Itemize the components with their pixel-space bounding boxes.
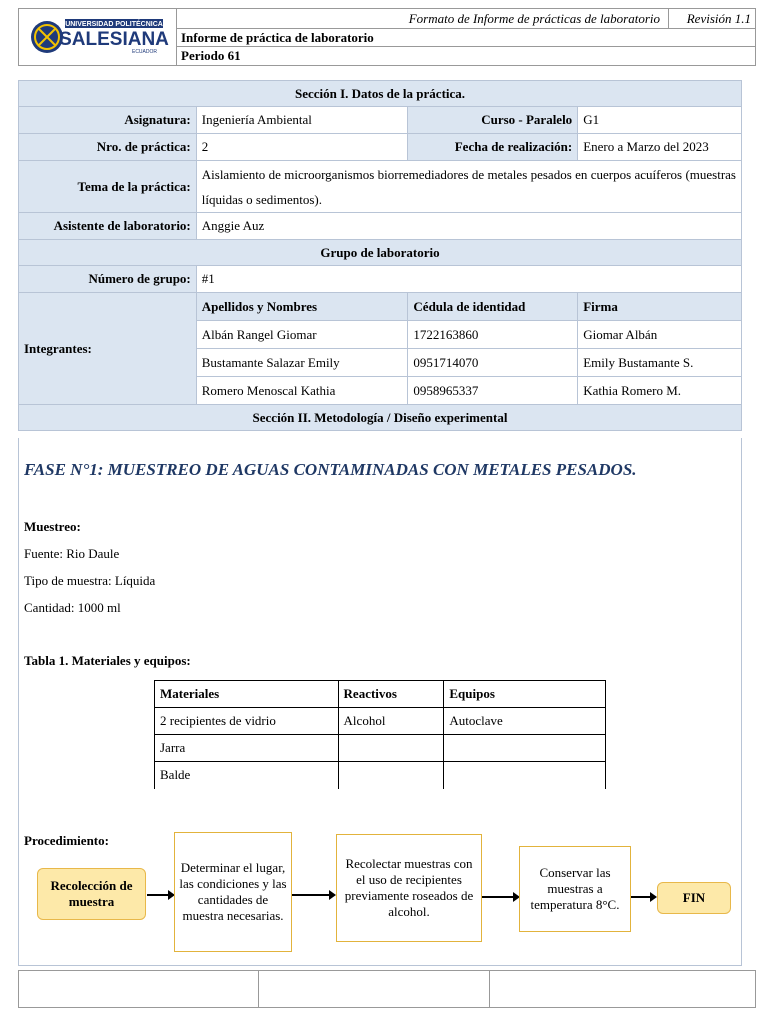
fase-heading: FASE N°1: MUESTREO DE AGUAS CONTAMINADAS CON METALES PESADOS. bbox=[24, 460, 637, 479]
member-name: Albán Rangel Giomar bbox=[196, 321, 408, 349]
footer-cell bbox=[259, 971, 490, 1007]
table-cell: 2 recipientes de vidrio bbox=[155, 708, 339, 735]
curso-value: G1 bbox=[578, 107, 742, 134]
muestreo-label: Muestreo: bbox=[24, 519, 81, 534]
revision: Revisión 1.1 bbox=[686, 11, 751, 26]
tema-value: Aislamiento de microorganismos biorremediadores de metales pesados en cuerpos acuíferos (muestras líquidas o sedimentos). bbox=[196, 161, 741, 213]
nro-label: Nro. de práctica: bbox=[19, 134, 197, 161]
table-row bbox=[155, 735, 606, 762]
fecha-label: Fecha de realización: bbox=[408, 134, 578, 161]
asistente-label: Asistente de laboratorio: bbox=[19, 213, 197, 240]
procedimiento-label: Procedimiento: bbox=[24, 833, 109, 848]
period: Periodo 61 bbox=[181, 48, 241, 63]
member-signature: Kathia Romero M. bbox=[578, 377, 742, 405]
table-cell: Alcohol bbox=[338, 708, 444, 735]
integrantes-label: Integrantes: bbox=[19, 293, 197, 405]
tabla-title: Tabla 1. Materiales y equipos: bbox=[24, 653, 191, 668]
tema-label: Tema de la práctica: bbox=[19, 161, 197, 213]
cantidad-text: Cantidad: 1000 ml bbox=[24, 600, 121, 615]
table-cell bbox=[444, 735, 606, 762]
materials-table bbox=[154, 680, 606, 789]
flow-arrow bbox=[482, 896, 514, 898]
asignatura-value: Ingeniería Ambiental bbox=[196, 107, 408, 134]
member-signature: Emily Bustamante S. bbox=[578, 349, 742, 377]
group-title: Grupo de laboratorio bbox=[19, 240, 742, 266]
table-row bbox=[155, 762, 606, 789]
logo-sub-text: ECUADOR bbox=[131, 49, 157, 55]
numero-grupo-label: Número de grupo: bbox=[19, 266, 197, 293]
nro-value: 2 bbox=[196, 134, 408, 161]
col-firma: Firma bbox=[578, 293, 742, 321]
flow-step-start: Recolección de muestra bbox=[37, 868, 146, 920]
university-logo bbox=[19, 9, 177, 65]
practice-data-table bbox=[18, 80, 742, 431]
tipo-text: Tipo de muestra: Líquida bbox=[24, 573, 156, 588]
document-header bbox=[18, 8, 756, 66]
table-cell: Jarra bbox=[155, 735, 339, 762]
col-materiales: Materiales bbox=[155, 681, 339, 708]
table-cell bbox=[444, 762, 606, 789]
table-cell: Balde bbox=[155, 762, 339, 789]
member-id: 1722163860 bbox=[408, 321, 578, 349]
member-signature: Giomar Albán bbox=[578, 321, 742, 349]
logo-top-text: UNIVERSIDAD POLITÉCNICA bbox=[65, 21, 163, 28]
flow-step-fin: FIN bbox=[657, 882, 731, 914]
document-footer bbox=[18, 970, 756, 1008]
table-cell bbox=[338, 735, 444, 762]
col-equipos: Equipos bbox=[444, 681, 606, 708]
flow-step-determinar: Determinar el lugar, las condiciones y las cantidades de muestra necesarias. bbox=[174, 832, 292, 952]
flow-step-recolectar: Recolectar muestras con el uso de recipientes previamente roseados de alcohol. bbox=[336, 834, 482, 942]
flow-arrow bbox=[292, 894, 330, 896]
member-id: 0958965337 bbox=[408, 377, 578, 405]
report-title: Informe de práctica de laboratorio bbox=[177, 29, 755, 47]
section2-title: Sección II. Metodología / Diseño experimental bbox=[19, 405, 742, 431]
table-cell bbox=[338, 762, 444, 789]
member-id: 0951714070 bbox=[408, 349, 578, 377]
logo-main-text: SALESIANA bbox=[59, 29, 169, 50]
fecha-value: Enero a Marzo del 2023 bbox=[578, 134, 742, 161]
flow-arrow bbox=[631, 896, 651, 898]
curso-label: Curso - Paralelo bbox=[408, 107, 578, 134]
col-nombres: Apellidos y Nombres bbox=[196, 293, 408, 321]
footer-cell bbox=[19, 971, 259, 1007]
flow-step-conservar: Conservar las muestras a temperatura 8°C. bbox=[519, 846, 631, 932]
asignatura-label: Asignatura: bbox=[19, 107, 197, 134]
flow-arrow bbox=[147, 894, 169, 896]
table-cell: Autoclave bbox=[444, 708, 606, 735]
table-row bbox=[155, 708, 606, 735]
member-name: Bustamante Salazar Emily bbox=[196, 349, 408, 377]
numero-grupo-value: #1 bbox=[196, 266, 741, 293]
section1-title: Sección I. Datos de la práctica. bbox=[19, 81, 742, 107]
asistente-value: Anggie Auz bbox=[196, 213, 741, 240]
member-name: Romero Menoscal Kathia bbox=[196, 377, 408, 405]
fuente-text: Fuente: Rio Daule bbox=[24, 546, 120, 561]
format-title: Formato de Informe de prácticas de laboratorio bbox=[177, 9, 669, 28]
col-reactivos: Reactivos bbox=[338, 681, 444, 708]
col-cedula: Cédula de identidad bbox=[408, 293, 578, 321]
ups-logo-icon bbox=[19, 9, 177, 65]
